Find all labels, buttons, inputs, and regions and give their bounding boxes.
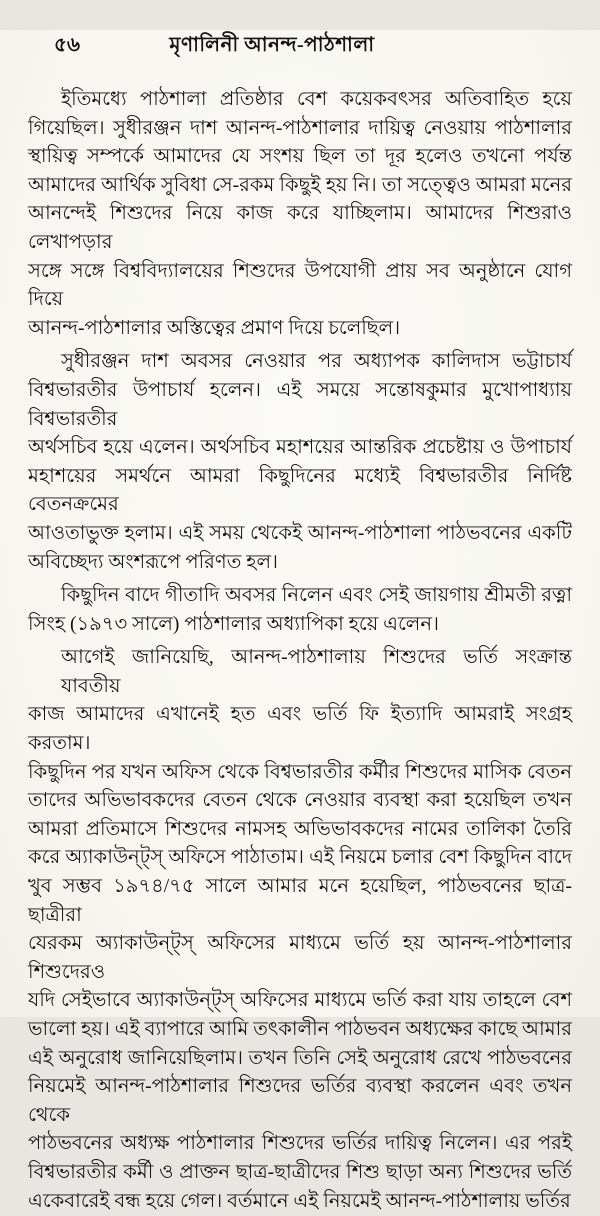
text-line: গিয়েছিল। সুধীরঞ্জন দাশ আনন্দ-পাঠশালার দায়িত্ব নেওয়ায় পাঠশালার bbox=[28, 117, 572, 139]
text-line: অর্থসচিব হয়ে এলেন। অর্থসচিব মহাশয়ের আন্তরিক প্রচেষ্টায় ও উপাচার্য bbox=[28, 437, 572, 459]
text-line: পাঠভবনের অধ্যক্ষ পাঠশালার শিশুদের ভর্তির দায়িত্ব নিলেন। এর পরই bbox=[28, 1133, 572, 1155]
paragraph bbox=[28, 644, 572, 1216]
text-line: সিংহ (১৯৭৩ সালে) পাঠশালার অধ্যাপিকা হয়ে এলেন। bbox=[28, 613, 439, 635]
page-number: ৫৬ bbox=[54, 34, 80, 56]
paragraph bbox=[28, 582, 572, 639]
text-line: যদি সেইভাবে অ্যাকাউন্ট্স্ অফিসের মাধ্যমে ভর্তি করা যায় তাহলে বেশ bbox=[28, 990, 572, 1012]
text-line: আনন্দ-পাঠশালার অস্তিত্বের প্রমাণ দিয়ে চলেছিল। bbox=[28, 317, 401, 339]
text-line: কিছুদিন বাদে গীতাদি অবসর নিলেন এবং সেই জায়গায় শ্রীমতী রত্না bbox=[61, 585, 572, 607]
text-line: আগেই জানিয়েছি, আনন্দ-পাঠশালায় শিশুদের ভর্তি সংক্রান্ত যাবতীয় bbox=[61, 647, 572, 697]
book-page bbox=[0, 30, 600, 1212]
text-line: সুধীরঞ্জন দাশ অবসর নেওয়ার পর অধ্যাপক কালিদাস ভট্টাচার্য bbox=[61, 351, 572, 373]
text-line: আওতাভুক্ত হলাম। এই সময় থেকেই আনন্দ-পাঠশালা পাঠভবনের একটি bbox=[28, 522, 572, 544]
running-title: মৃণালিনী আনন্দ-পাঠশালা bbox=[169, 34, 375, 56]
page-header bbox=[0, 30, 600, 60]
paragraph bbox=[28, 86, 572, 343]
body-text bbox=[28, 86, 572, 1216]
text-line: মহাশয়ের সমর্থনে আমরা কিছুদিনের মধ্যেই বিশ্বভারতীর নির্দিষ্ট বেতনক্রমের bbox=[28, 465, 572, 516]
text-line: কাজ আমাদের এখানেই হত এবং ভর্তি ফি ইত্যাদি আমরাই সংগ্রহ করতাম। bbox=[28, 704, 572, 755]
text-line: আনন্দেই শিশুদের নিয়ে কাজ করে যাচ্ছিলাম। আমাদের শিশুরাও লেখাপড়ার bbox=[28, 203, 572, 253]
text-line: করে অ্যাকাউন্ট্স্ অফিসে পাঠাতাম। এই নিয়মে চলার বেশ কিছুদিন বাদে bbox=[28, 847, 572, 869]
text-line: বিশ্বভারতীর কর্মী ও প্রাক্তন ছাত্র-ছাত্রীদের শিশু ছাড়া অন্য শিশুদের ভর্তি bbox=[28, 1161, 572, 1183]
text-line: একেবারেই বন্ধ হয়ে গেল। বর্তমানে এই নিয়মেই আনন্দ-পাঠশালায় ভর্তির bbox=[28, 1190, 571, 1212]
text-line: যেরকম অ্যাকাউন্ট্স্ অফিসের মাধ্যমে ভর্তি হয় আনন্দ-পাঠশালার শিশুদেরও bbox=[28, 933, 572, 983]
text-line: ইতিমধ্যে পাঠশালা প্রতিষ্ঠার বেশ কয়েকবৎসর অতিবাহিত হয়ে bbox=[61, 89, 572, 110]
text-line: এই অনুরোধ জানিয়েছিলাম। তখন তিনি সেই অনুরোধ রেখে পাঠভবনের bbox=[28, 1047, 572, 1069]
text-line: সঙ্গে সঙ্গে বিশ্ববিদ্যালয়ের শিশুদের উপযোগী প্রায় সব অনুষ্ঠানে যোগ দিয়ে bbox=[28, 260, 572, 311]
text-line: আমরা প্রতিমাসে শিশুদের নামসহ অভিভাবকদের নামের তালিকা তৈরি bbox=[28, 818, 572, 840]
text-line: তাদের অভিভাবকদের বেতন থেকে নেওয়ার ব্যবস্থা করা হয়েছিল তখন bbox=[28, 790, 572, 812]
text-line: নিয়মেই আনন্দ-পাঠশালার শিশুদের ভর্তির ব্যবস্থা করলেন এবং তখন থেকে bbox=[28, 1076, 572, 1126]
paragraph bbox=[28, 348, 572, 577]
text-line: কিছুদিন পর যখন অফিস থেকে বিশ্বভারতীর কর্মীর শিশুদের মাসিক বেতন bbox=[28, 761, 572, 783]
text-line: অবিচ্ছেদ্য অংশরূপে পরিণত হল। bbox=[28, 551, 278, 573]
text-line: খুব সম্ভব ১৯৭৪/৭৫ সালে আমার মনে হয়েছিল, পাঠভবনের ছাত্র-ছাত্রীরা bbox=[28, 876, 572, 926]
text-line: বিশ্বভারতীর উপাচার্য হলেন। এই সময়ে সন্তোষকুমার মুখোপাধ্যায় বিশ্বভারতীর bbox=[28, 379, 572, 430]
text-line: আমাদের আর্থিক সুবিধা সে-রকম কিছুই হয় নি। তা সত্ত্বেও আমরা মনের bbox=[28, 174, 572, 196]
text-line: স্থায়িত্ব সম্পর্কে আমাদের যে সংশয় ছিল তা দূর হলেও তখনো পর্যন্ত bbox=[28, 146, 572, 168]
text-line: ভালো হয়। এই ব্যাপারে আমি তৎকালীন পাঠভবন অধ্যক্ষের কাছে আমার bbox=[28, 1019, 572, 1040]
